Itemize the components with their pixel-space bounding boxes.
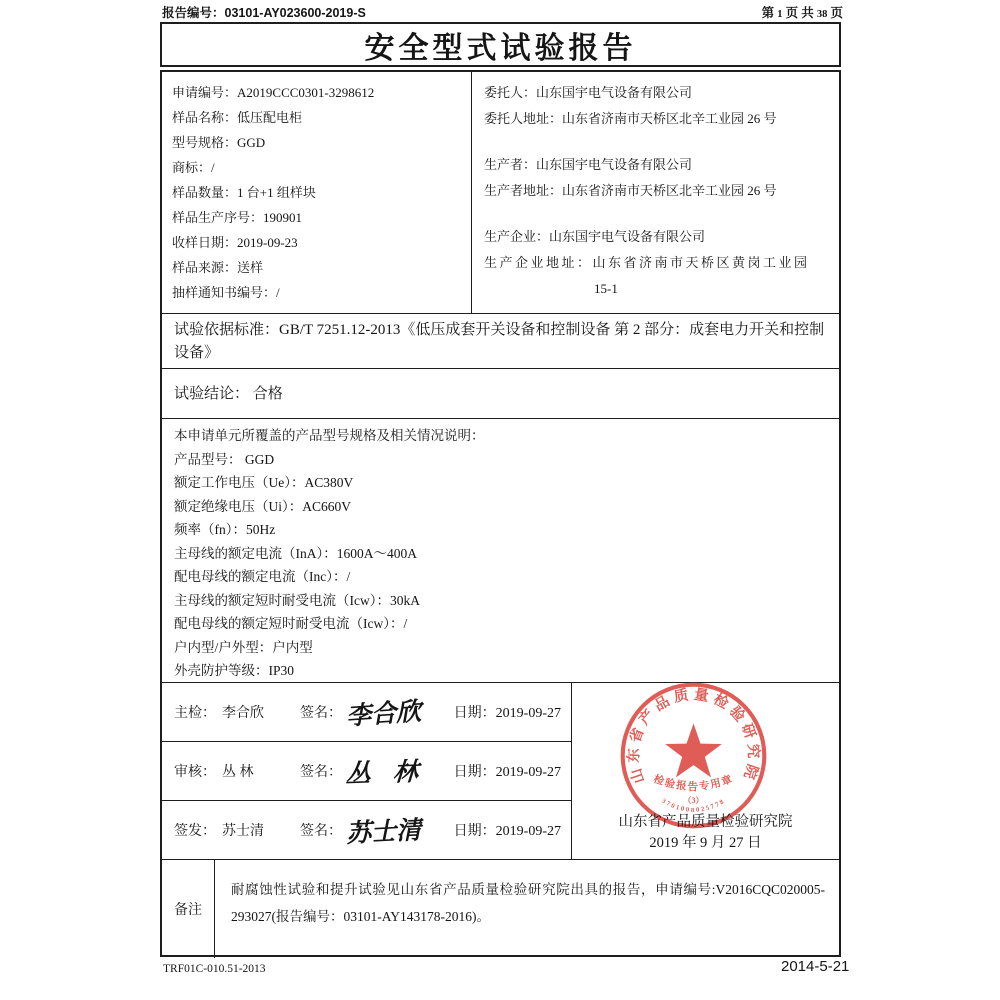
test-conclusion-label: 试验结论： xyxy=(174,386,250,402)
role-label: 签发： xyxy=(174,824,216,839)
signature-date: 日期：2019-09-27 xyxy=(453,765,561,780)
page-header xyxy=(162,3,843,21)
total-page-number: 38 xyxy=(816,9,828,20)
remark-section xyxy=(162,860,839,958)
seal-star-icon xyxy=(665,723,722,777)
current-page-number: 1 xyxy=(777,9,783,20)
manufacturer-group xyxy=(484,224,831,302)
spec-indoor-outdoor: 户内型/户外型：户内型 xyxy=(174,639,313,655)
field-manufacturer-address-cont: 15-1 xyxy=(594,281,618,296)
role-label: 审核： xyxy=(174,765,216,780)
producer-group xyxy=(484,152,831,204)
signer-name: 李合欣 xyxy=(222,706,264,721)
seal-inner-text: 检验报告专用章 xyxy=(651,773,736,793)
stamp-cell xyxy=(572,683,839,859)
test-standard-section xyxy=(162,314,839,369)
spec-main-busbar-current: 主母线的额定电流（InA）：1600A～400A xyxy=(174,545,417,561)
report-number-label: 报告编号： xyxy=(162,6,225,20)
field-client: 委托人：山东国宇电气设备有限公司 xyxy=(484,85,693,100)
spec-main-busbar-icw: 主母线的额定短时耐受电流（Icw）：30kA xyxy=(174,592,420,608)
issuing-org-name: 山东省产品质量检验研究院 xyxy=(618,814,793,830)
spec-rated-insulation-voltage: 额定绝缘电压（Ui）：AC660V xyxy=(174,498,352,514)
signature-rows xyxy=(162,683,572,859)
seal-serial: 3701008025778 xyxy=(660,797,727,814)
field-client-address: 委托人地址：山东省济南市天桥区北辛工业园 26 号 xyxy=(484,111,777,126)
sample-info-left-cell xyxy=(162,72,472,313)
field-model-spec: 型号规格：GGD xyxy=(172,135,266,150)
spec-product-model: 产品型号： GGD xyxy=(174,451,275,467)
spec-dist-busbar-icw: 配电母线的额定短时耐受电流（Icw）：/ xyxy=(174,616,408,631)
issuing-org-block xyxy=(572,812,839,854)
test-standard-value: GB/T 7251.12-2013《低压成套开关设备和控制设备 第 2 部分：成套电力开关和控制设备》 xyxy=(174,322,825,361)
field-producer: 生产者：山东国宇电气设备有限公司 xyxy=(484,157,693,172)
signature-section xyxy=(162,683,839,860)
issuing-date: 2019 年 9 月 27 日 xyxy=(649,835,762,851)
field-manufacturer-address: 生产企业地址：山东省济南市天桥区黄岗工业园 xyxy=(484,255,810,270)
footer-date: 2014-5-21 xyxy=(781,958,850,975)
sample-info-section xyxy=(162,72,839,314)
field-application-no: 申请编号：A2019CCC0301-3298612 xyxy=(172,85,375,100)
report-table xyxy=(160,70,841,957)
report-number xyxy=(162,3,366,21)
signer-name: 丛 林 xyxy=(222,765,254,780)
field-sample-source: 样品来源：送样 xyxy=(172,260,264,275)
signature-label: 签名： xyxy=(300,765,342,780)
page-indicator: 第 1 页 共 38 页 xyxy=(761,6,843,20)
client-group xyxy=(484,80,831,132)
field-sample-qty: 样品数量：1 台+1 组样块 xyxy=(172,185,316,200)
red-seal-stamp-icon xyxy=(619,681,768,830)
field-serial-no: 样品生产序号：190901 xyxy=(172,210,303,225)
title-box xyxy=(160,22,841,67)
report-number-value: 03101-AY023600-2019-S xyxy=(224,6,366,20)
handwritten-signature: 丛 林 xyxy=(344,758,428,789)
spec-frequency: 频率（fn）：50Hz xyxy=(174,522,276,537)
sample-info-right-cell xyxy=(472,72,839,313)
spec-ip-rating: 外壳防护等级：IP30 xyxy=(174,663,295,678)
field-producer-address: 生产者地址：山东省济南市天桥区北辛工业园 26 号 xyxy=(484,183,777,198)
signature-date: 日期：2019-09-27 xyxy=(453,824,561,839)
field-sample-name: 样品名称：低压配电柜 xyxy=(172,110,303,125)
spec-dist-busbar-current: 配电母线的额定电流（Inc）：/ xyxy=(174,569,351,584)
product-specs-section xyxy=(162,419,839,683)
report-title: 安全型式试验报告 xyxy=(364,31,637,65)
field-receive-date: 收样日期：2019-09-23 xyxy=(172,235,298,250)
test-conclusion-value: 合格 xyxy=(252,386,283,402)
seal-index: （3） xyxy=(683,796,704,806)
role-label: 主检： xyxy=(174,706,216,721)
field-manufacturer: 生产企业：山东国宇电气设备有限公司 xyxy=(484,229,706,244)
signature-label: 签名： xyxy=(300,706,342,721)
signature-row-reviewer xyxy=(162,742,571,801)
signature-row-chief-inspector xyxy=(162,683,571,742)
handwritten-signature: 苏士清 xyxy=(345,817,422,848)
remark-text: 耐腐蚀性试验和提升试验见山东省产品质量检验研究院出具的报告，申请编号:V2016CQC020005-293027(报告编号：03101-AY143178-2016)。 xyxy=(231,882,825,924)
signature-row-approver xyxy=(162,801,571,859)
spec-rated-working-voltage: 额定工作电压（Ue）：AC380V xyxy=(174,475,354,490)
test-standard-label: 试验依据标准： xyxy=(174,322,280,338)
signature-label: 签名： xyxy=(300,824,342,839)
seal-ring-text: 山东省产品质量检验研究院 xyxy=(626,686,761,786)
test-conclusion-section xyxy=(162,369,839,419)
field-sampling-notice-no: 抽样通知书编号：/ xyxy=(172,285,280,300)
signature-date: 日期：2019-09-27 xyxy=(453,706,561,721)
signer-name: 苏士清 xyxy=(222,824,264,839)
specs-heading: 本申请单元所覆盖的产品型号规格及相关情况说明： xyxy=(174,428,485,443)
remark-label: 备注 xyxy=(162,860,215,958)
svg-text:检验报告专用章 xyxy=(652,772,735,793)
footer-doc-code: TRF01C-010.51-2013 xyxy=(163,963,266,975)
handwritten-signature: 李合欣 xyxy=(345,698,423,731)
field-trademark: 商标：/ xyxy=(172,160,215,175)
